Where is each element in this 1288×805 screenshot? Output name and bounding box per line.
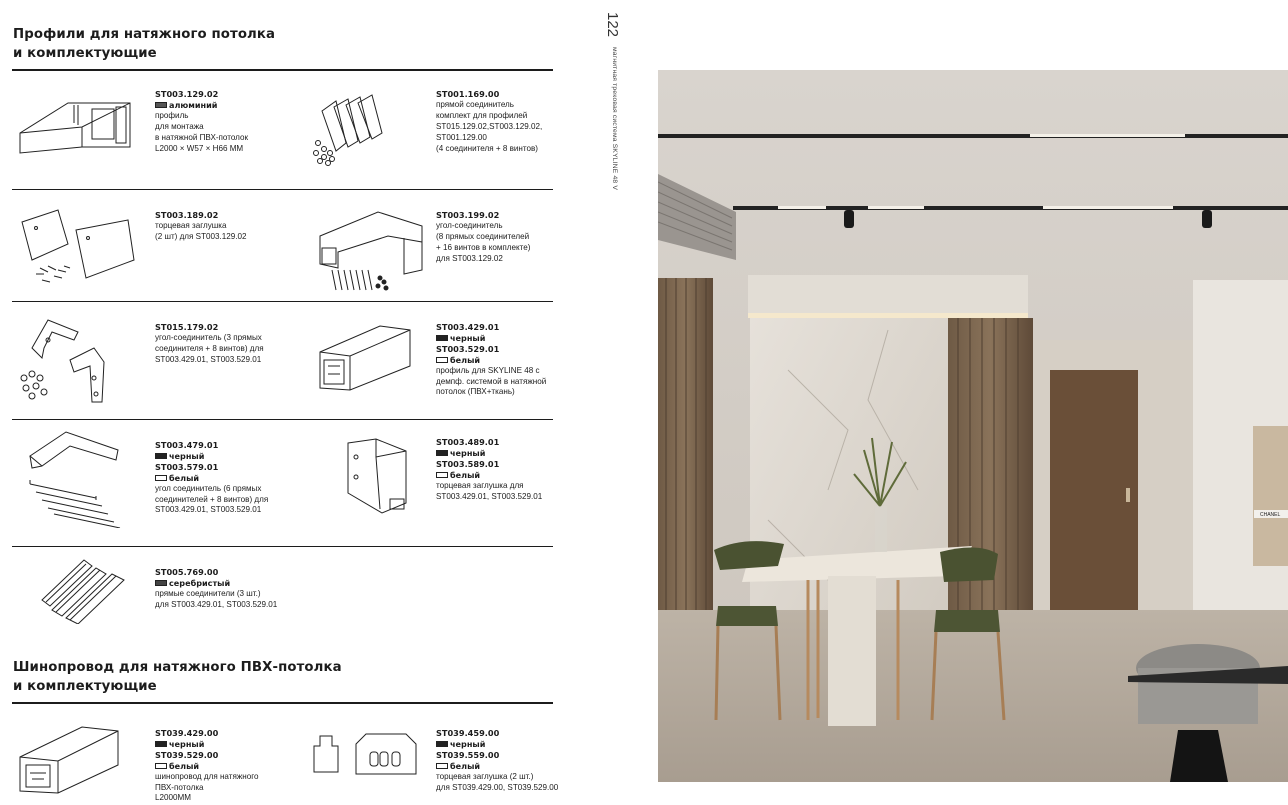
corner-6-image [26,428,126,528]
color-label-alt [155,761,259,772]
product-st001-169-00 [436,89,542,154]
color-name: белый [169,472,200,483]
system-label: магнитная трековая система SKYLINE 48 V [611,47,618,191]
color-name: черный [450,447,486,458]
product-code: ST003.479.01 [155,440,219,450]
color-swatch [155,741,167,747]
description-line: прямые соединители (3 шт.) [155,588,261,598]
color-swatch [436,741,448,747]
description-line: ST003.429.01, ST003.529.01 [436,491,543,501]
row-divider [12,189,553,190]
color-name: черный [169,450,205,461]
color-swatch [436,357,448,363]
color-label [436,333,546,344]
color-swatch [436,763,448,769]
description-line: (8 прямых соединителей [436,231,530,241]
color-name: алюминий [169,99,218,110]
color-name: серебристый [169,577,231,588]
color-name: черный [450,738,486,749]
color-label-alt [436,355,546,366]
product-st003-479-01 [155,440,268,516]
page-marker [601,12,623,222]
product-st005-769-00 [155,567,277,611]
color-name: черный [169,738,205,749]
straight-connectors-image [38,556,128,624]
description-line: соединителя + 8 винтов) для [155,343,264,353]
busbar-image [18,725,120,795]
product-st003-129-02 [155,89,248,154]
color-swatch [155,580,167,586]
product-code-alt: ST003.589.01 [436,458,500,469]
skyline48-profile-image [318,322,413,392]
color-label [155,100,248,111]
description-line: профиль для SKYLINE 48 с [436,365,540,375]
description-line: для монтажа [155,121,204,131]
description-line: соединителей + 8 винтов) для [155,494,269,504]
product-st015-179-02 [155,322,264,366]
color-label-alt [155,473,268,484]
color-swatch [155,453,167,459]
description-line: угол соединитель (6 прямых [155,483,262,493]
description-line: торцевая заглушка для [436,480,524,490]
description-line: комплект для профилей [436,110,528,120]
description-line: для ST039.429.00, ST039.529.00 [436,782,559,792]
description-line: угол-соединитель (3 прямых [155,332,262,342]
product-code: ST015.179.02 [155,322,219,332]
product-code: ST039.429.00 [155,728,219,738]
product-code: ST001.169.00 [436,89,500,99]
color-name: белый [450,760,481,771]
product-code: ST003.189.02 [155,210,219,220]
title-line-2: и комплектующие [13,679,157,694]
color-swatch [436,450,448,456]
product-code: ST003.199.02 [436,210,500,220]
row-divider [12,546,553,547]
description-line: прямой соединитель [436,99,514,109]
description-line: профиль [155,110,189,120]
product-code-alt: ST039.529.00 [155,749,219,760]
interior-photo [658,70,1288,782]
description-line: L2000MM [155,793,191,803]
color-name: белый [450,354,481,365]
color-swatch [155,475,167,481]
description-line: ПВХ-потолка [155,782,204,792]
description-line: L2000 × W57 × H66 MM [155,143,244,153]
color-name: белый [169,760,200,771]
description-line: + 16 винтов в комплекте) [436,242,531,252]
title-line-1: Профили для натяжного потолка [13,27,276,42]
description-line: шинопровод для натяжного [155,771,259,781]
color-name: черный [450,332,486,343]
profile-aluminum-image [18,95,133,157]
straight-connector-image [310,93,390,168]
description-line: угол-соединитель [436,220,503,230]
color-swatch [436,472,448,478]
description-line: торцевая заглушка [155,220,227,230]
product-code: ST003.429.01 [436,322,500,332]
product-st003-199-02 [436,210,530,265]
description-line: торцевая заглушка (2 шт.) [436,771,534,781]
color-swatch [155,102,167,108]
color-swatch [436,335,448,341]
color-label [155,739,259,750]
product-code: ST005.769.00 [155,567,219,577]
color-label [155,578,277,589]
product-st039-429-00 [155,728,259,804]
end-cap-black-image [346,437,411,517]
description-line: ST001.129.00 [436,132,487,142]
row-divider [12,419,553,420]
section-title-profiles [13,25,275,63]
product-code: ST039.459.00 [436,728,500,738]
description-line: для ST003.429.01, ST003.529.01 [155,599,278,609]
color-label-alt [436,761,558,772]
row-divider [12,301,553,302]
product-code-alt: ST003.529.01 [436,343,500,354]
color-swatch [155,763,167,769]
chanel-label: CHANEL [1260,512,1281,518]
description-line: в натяжной ПВХ-потолок [155,132,249,142]
product-code-alt: ST039.559.00 [436,749,500,760]
product-code: ST003.489.01 [436,437,500,447]
description-line: ST003.429.01, ST003.529.01 [155,354,262,364]
corner-connector-3-image [18,318,118,406]
product-code-alt: ST003.579.01 [155,461,219,472]
section-divider [12,702,553,704]
page-number: 122 [604,12,621,38]
description-line: потолок (ПВХ+ткань) [436,387,515,397]
product-st003-429-01 [436,322,546,398]
description-line: для ST003.129.02 [436,253,503,263]
title-line-2: и комплектующие [13,46,157,61]
color-label [155,451,268,462]
product-code: ST003.129.02 [155,89,219,99]
corner-connector-image [318,208,423,296]
product-st003-489-01 [436,437,542,502]
product-st039-459-00 [436,728,558,793]
description-line: демпф. системой в натяжной [436,376,547,386]
color-name: белый [450,469,481,480]
section-divider [12,69,553,71]
color-label-alt [436,470,542,481]
description-line: ST003.429.01, ST003.529.01 [155,505,262,515]
title-line-1: Шинопровод для натяжного ПВХ-потолка [13,660,342,675]
busbar-end-cap-image [312,732,417,777]
color-label [436,739,558,750]
description-line: ST015.129.02,ST003.129.02, [436,121,543,131]
end-cap-image [18,208,138,292]
section-title-busbar [13,658,342,696]
product-st003-189-02 [155,210,247,243]
description-line: (2 шт) для ST003.129.02 [155,231,247,241]
color-label [436,448,542,459]
description-line: (4 соединителя + 8 винтов) [436,143,538,153]
